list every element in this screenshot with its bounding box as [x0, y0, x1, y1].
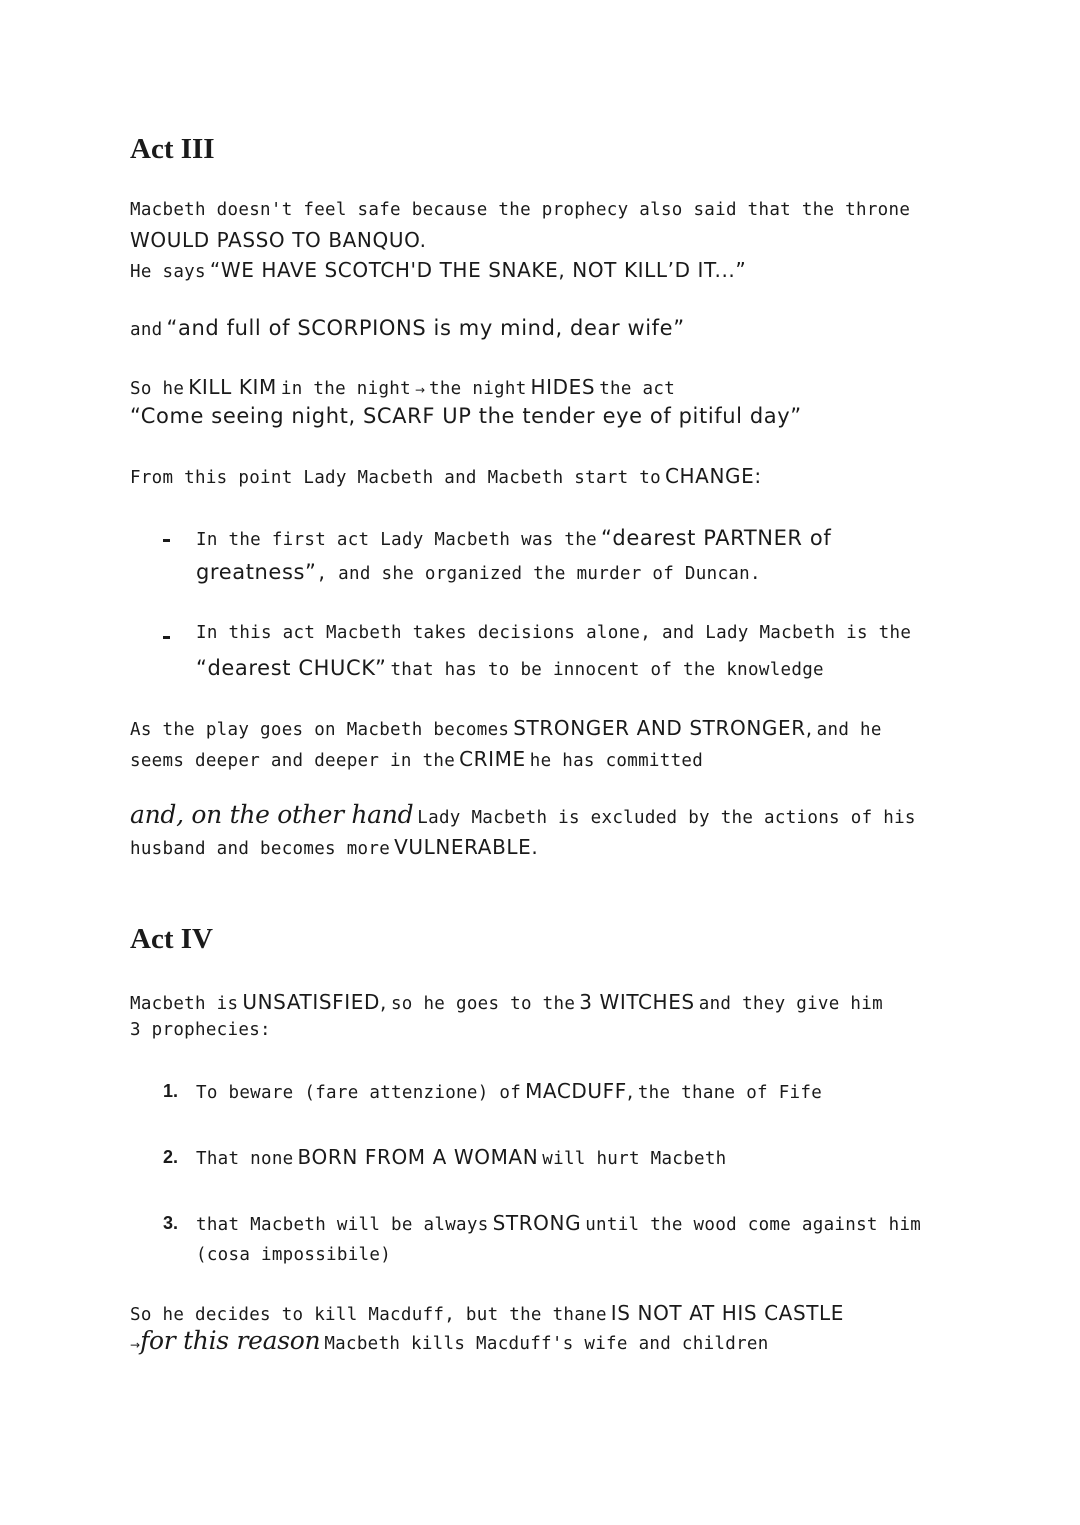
paragraph-snake-quote: He says “WE HAVE SCOTCH'D THE SNAKE, NOT KILL’D IT...”	[130, 258, 747, 282]
paragraph-unsatisfied-cont: 3 prophecies:	[130, 1020, 271, 1040]
bullet-this-act: In this act Macbeth takes decisions alone, and Lady Macbeth is the	[196, 623, 912, 643]
list-number: 3.	[163, 1213, 179, 1233]
paragraph-castle-cont: →for this reason Macbeth kills Macduff's wife and children	[130, 1326, 769, 1355]
bullet-this-act-cont: “dearest CHUCK” that has to be innocent of the knowledge	[196, 656, 824, 680]
list-item: that Macbeth will be always STRONG until the wood come against him	[196, 1211, 922, 1235]
bullet-first-act: In the first act Lady Macbeth was the “dearest PARTNER of	[196, 526, 832, 550]
paragraph-vulnerable-cont: husband and becomes more VULNERABLE.	[130, 835, 539, 859]
list-item: That none BORN FROM A WOMAN will hurt Macbeth	[196, 1145, 727, 1169]
act-iv-heading: Act IV	[130, 923, 213, 955]
paragraph-scorpions-quote: and “and full of SCORPIONS is my mind, dear wife”	[130, 316, 685, 340]
bullet-dash-icon	[163, 636, 170, 639]
act-iii-heading: Act III	[130, 133, 215, 165]
bullet-dash-icon	[163, 539, 170, 542]
arrow-icon: →	[414, 383, 426, 397]
paragraph-unsatisfied: Macbeth is UNSATISFIED, so he goes to the 3 WITCHES and they give him	[130, 990, 883, 1014]
paragraph-change: From this point Lady Macbeth and Macbeth start to CHANGE:	[130, 464, 762, 488]
paragraph-night-quote: “Come seeing night, SCARF UP the tender eye of pitiful day”	[130, 404, 802, 428]
paragraph-kill-night: So he KILL KIM in the night → the night HIDES the act	[130, 375, 676, 399]
list-item: To beware (fare attenzione) of MACDUFF, the thane of Fife	[196, 1079, 823, 1103]
list-item-cont: (cosa impossibile)	[196, 1245, 392, 1265]
bullet-first-act-cont: greatness”, and she organized the murder of Duncan.	[196, 560, 761, 584]
paragraph-stronger: As the play goes on Macbeth becomes STRONGER AND STRONGER, and he	[130, 716, 882, 740]
paragraph-prophecy-cont: WOULD PASSO TO BANQUO.	[130, 228, 427, 252]
paragraph-stronger-cont: seems deeper and deeper in the CRIME he has committed	[130, 747, 704, 771]
arrow-icon: →	[130, 1338, 141, 1352]
list-number: 2.	[163, 1147, 179, 1167]
paragraph-castle: So he decides to kill Macduff, but the thane IS NOT AT HIS CASTLE	[130, 1301, 845, 1325]
list-number: 1.	[163, 1081, 179, 1101]
paragraph-vulnerable: and, on the other hand Lady Macbeth is excluded by the actions of his	[130, 800, 916, 829]
paragraph-prophecy: Macbeth doesn't feel safe because the prophecy also said that the throne	[130, 200, 911, 220]
